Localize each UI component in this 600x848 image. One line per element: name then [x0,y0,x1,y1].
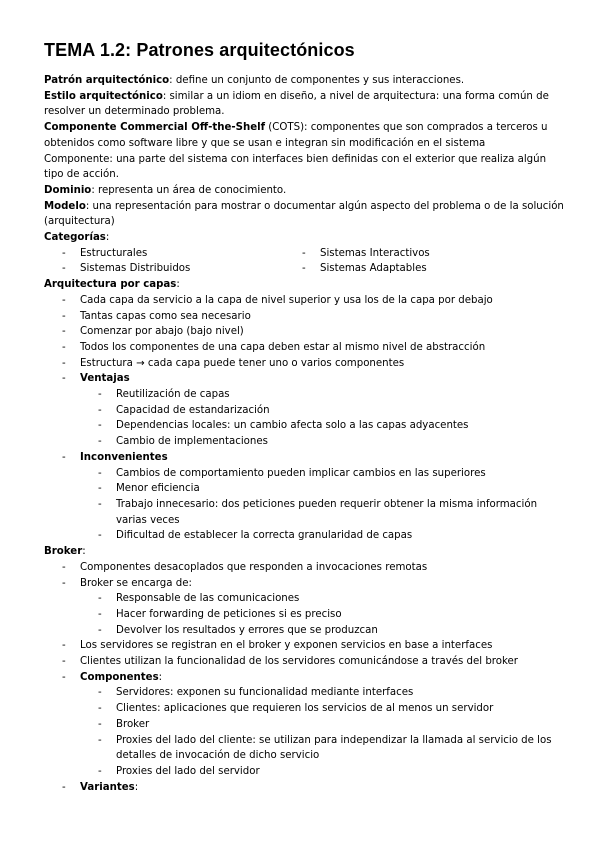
list-item: - Dificultad de establecer la correcta granularidad de capas [80,528,564,544]
list-item: - Responsable de las comunicaciones [80,591,564,607]
inconvenientes-item [44,450,564,544]
list-item: - Broker [80,717,564,733]
ventajas-item [44,371,564,450]
inconvenientes-list [80,466,564,545]
categorias-heading: Categorías: [44,232,110,244]
def-text: : representa un área de conocimiento. [91,184,287,196]
heading-text: Broker [44,546,83,558]
categorias-col2 [284,246,524,277]
def-term: Estilo arquitectónico [44,90,163,102]
capas-list [44,293,564,544]
list-item: - Sistemas Adaptables [284,261,524,277]
def-cots [44,120,564,151]
variantes-label: Variantes [80,781,135,793]
encarga-list [80,591,564,638]
def-dominio [44,183,564,199]
ventajas-list [80,387,564,450]
list-item: - Reutilización de capas [80,387,564,403]
list-item: - Todos los componentes de una capa deben estar al mismo nivel de abstracción [44,340,564,356]
list-item: - Cada capa da servicio a la capa de nivel superior y usa los de la capa por debajo [44,293,564,309]
def-componente [44,152,564,183]
document-page [44,40,564,795]
list-item: - Hacer forwarding de peticiones si es preciso [80,607,564,623]
definitions [44,73,564,230]
list-item: - Trabajo innecesario: dos peticiones pueden requerir obtener la misma información varias veces [80,497,564,528]
inconvenientes-label: Inconvenientes [80,451,168,463]
componentes-label: Componentes [80,671,159,683]
list-item: - Los servidores se registran en el broker y exponen servicios en base a interfaces [44,638,564,654]
list-item: - Clientes: aplicaciones que requieren los servicios de al menos un servidor [80,701,564,717]
list-item: - Estructurales [44,246,284,262]
list-item-text: Broker se encarga de: [80,577,192,589]
ventajas-label: Ventajas [80,373,130,385]
broker-list [44,560,564,796]
componentes-list [80,685,564,779]
categorias-columns [44,246,564,277]
list-item: - Tantas capas como sea necesario [44,309,564,325]
def-text: : una representación para mostrar o documentar algún aspecto del problema o de la solución (arquitectura) [44,200,564,228]
list-item: - Sistemas Distribuidos [44,261,284,277]
list-item: - Proxies del lado del cliente: se utilizan para independizar la llamada al servicio de los detalles de invocación de dicho servicio [80,733,564,764]
list-item: - Cambio de implementaciones [80,434,564,450]
list-item: - Servidores: exponen su funcionalidad mediante interfaces [80,685,564,701]
list-item: - Estructura → cada capa puede tener uno o varios componentes [44,356,564,372]
def-estilo [44,89,564,120]
def-term: Patrón arquitectónico [44,75,170,86]
list-item: - Sistemas Interactivos [284,246,524,262]
list-item: - Menor eficiencia [80,481,564,497]
page-title: TEMA 1.2: Patrones arquitectónicos [44,40,355,60]
list-item: - Devolver los resultados y errores que se produzcan [80,623,564,639]
def-term: Componente Commercial Off-the-Shelf [44,122,266,134]
list-item: - Comenzar por abajo (bajo nivel) [44,324,564,340]
heading-text: Arquitectura por capas [44,279,177,291]
list-item: - Capacidad de estandarización [80,403,564,419]
def-text: (COTS): componentes que son comprados a terceros u obtenidos como software libre y que se usan e integran sin modificación en el sistema [44,122,548,149]
broker-encarga-item [44,576,564,639]
variantes-item: - Variantes: [44,780,564,796]
broker-heading: Broker: [44,546,86,558]
capas-heading: Arquitectura por capas: [44,279,180,291]
def-text: : define un conjunto de componentes y sus interacciones. [169,75,465,86]
def-modelo [44,199,564,230]
def-text: : similar a un idiom en diseño, a nivel de arquitectura: una forma común de resolver un determinado problema. [44,90,549,118]
list-item: - Cambios de comportamiento pueden implicar cambios en las superiores [80,466,564,482]
def-term: Modelo [44,200,86,212]
list-item: - Clientes utilizan la funcionalidad de los servidores comunicándose a través del broker [44,654,564,670]
heading-text: Categorías [44,232,106,244]
list-item: - Componentes desacoplados que responden a invocaciones remotas [44,560,564,576]
componentes-item: - Componentes: - Servidores: exponen su funcionalidad mediante interfaces - Clientes: aplicaciones que requieren los servicios de al menos un servidor - Broker - Proxies del lado del cliente: se utilizan para independizar la llamada al servicio de los detalles de invocación de dicho servicio - Proxies del lado del servidor [44,670,564,780]
list-item: - Proxies del lado del servidor [80,764,564,780]
categorias-col1 [44,246,284,277]
def-patron [44,73,564,89]
def-text: Componente: una parte del sistema con interfaces bien definidas con el exterior que realiza algún tipo de acción. [44,153,547,181]
def-term: Dominio [44,184,92,196]
list-item: - Dependencias locales: un cambio afecta solo a las capas adyacentes [80,418,564,434]
